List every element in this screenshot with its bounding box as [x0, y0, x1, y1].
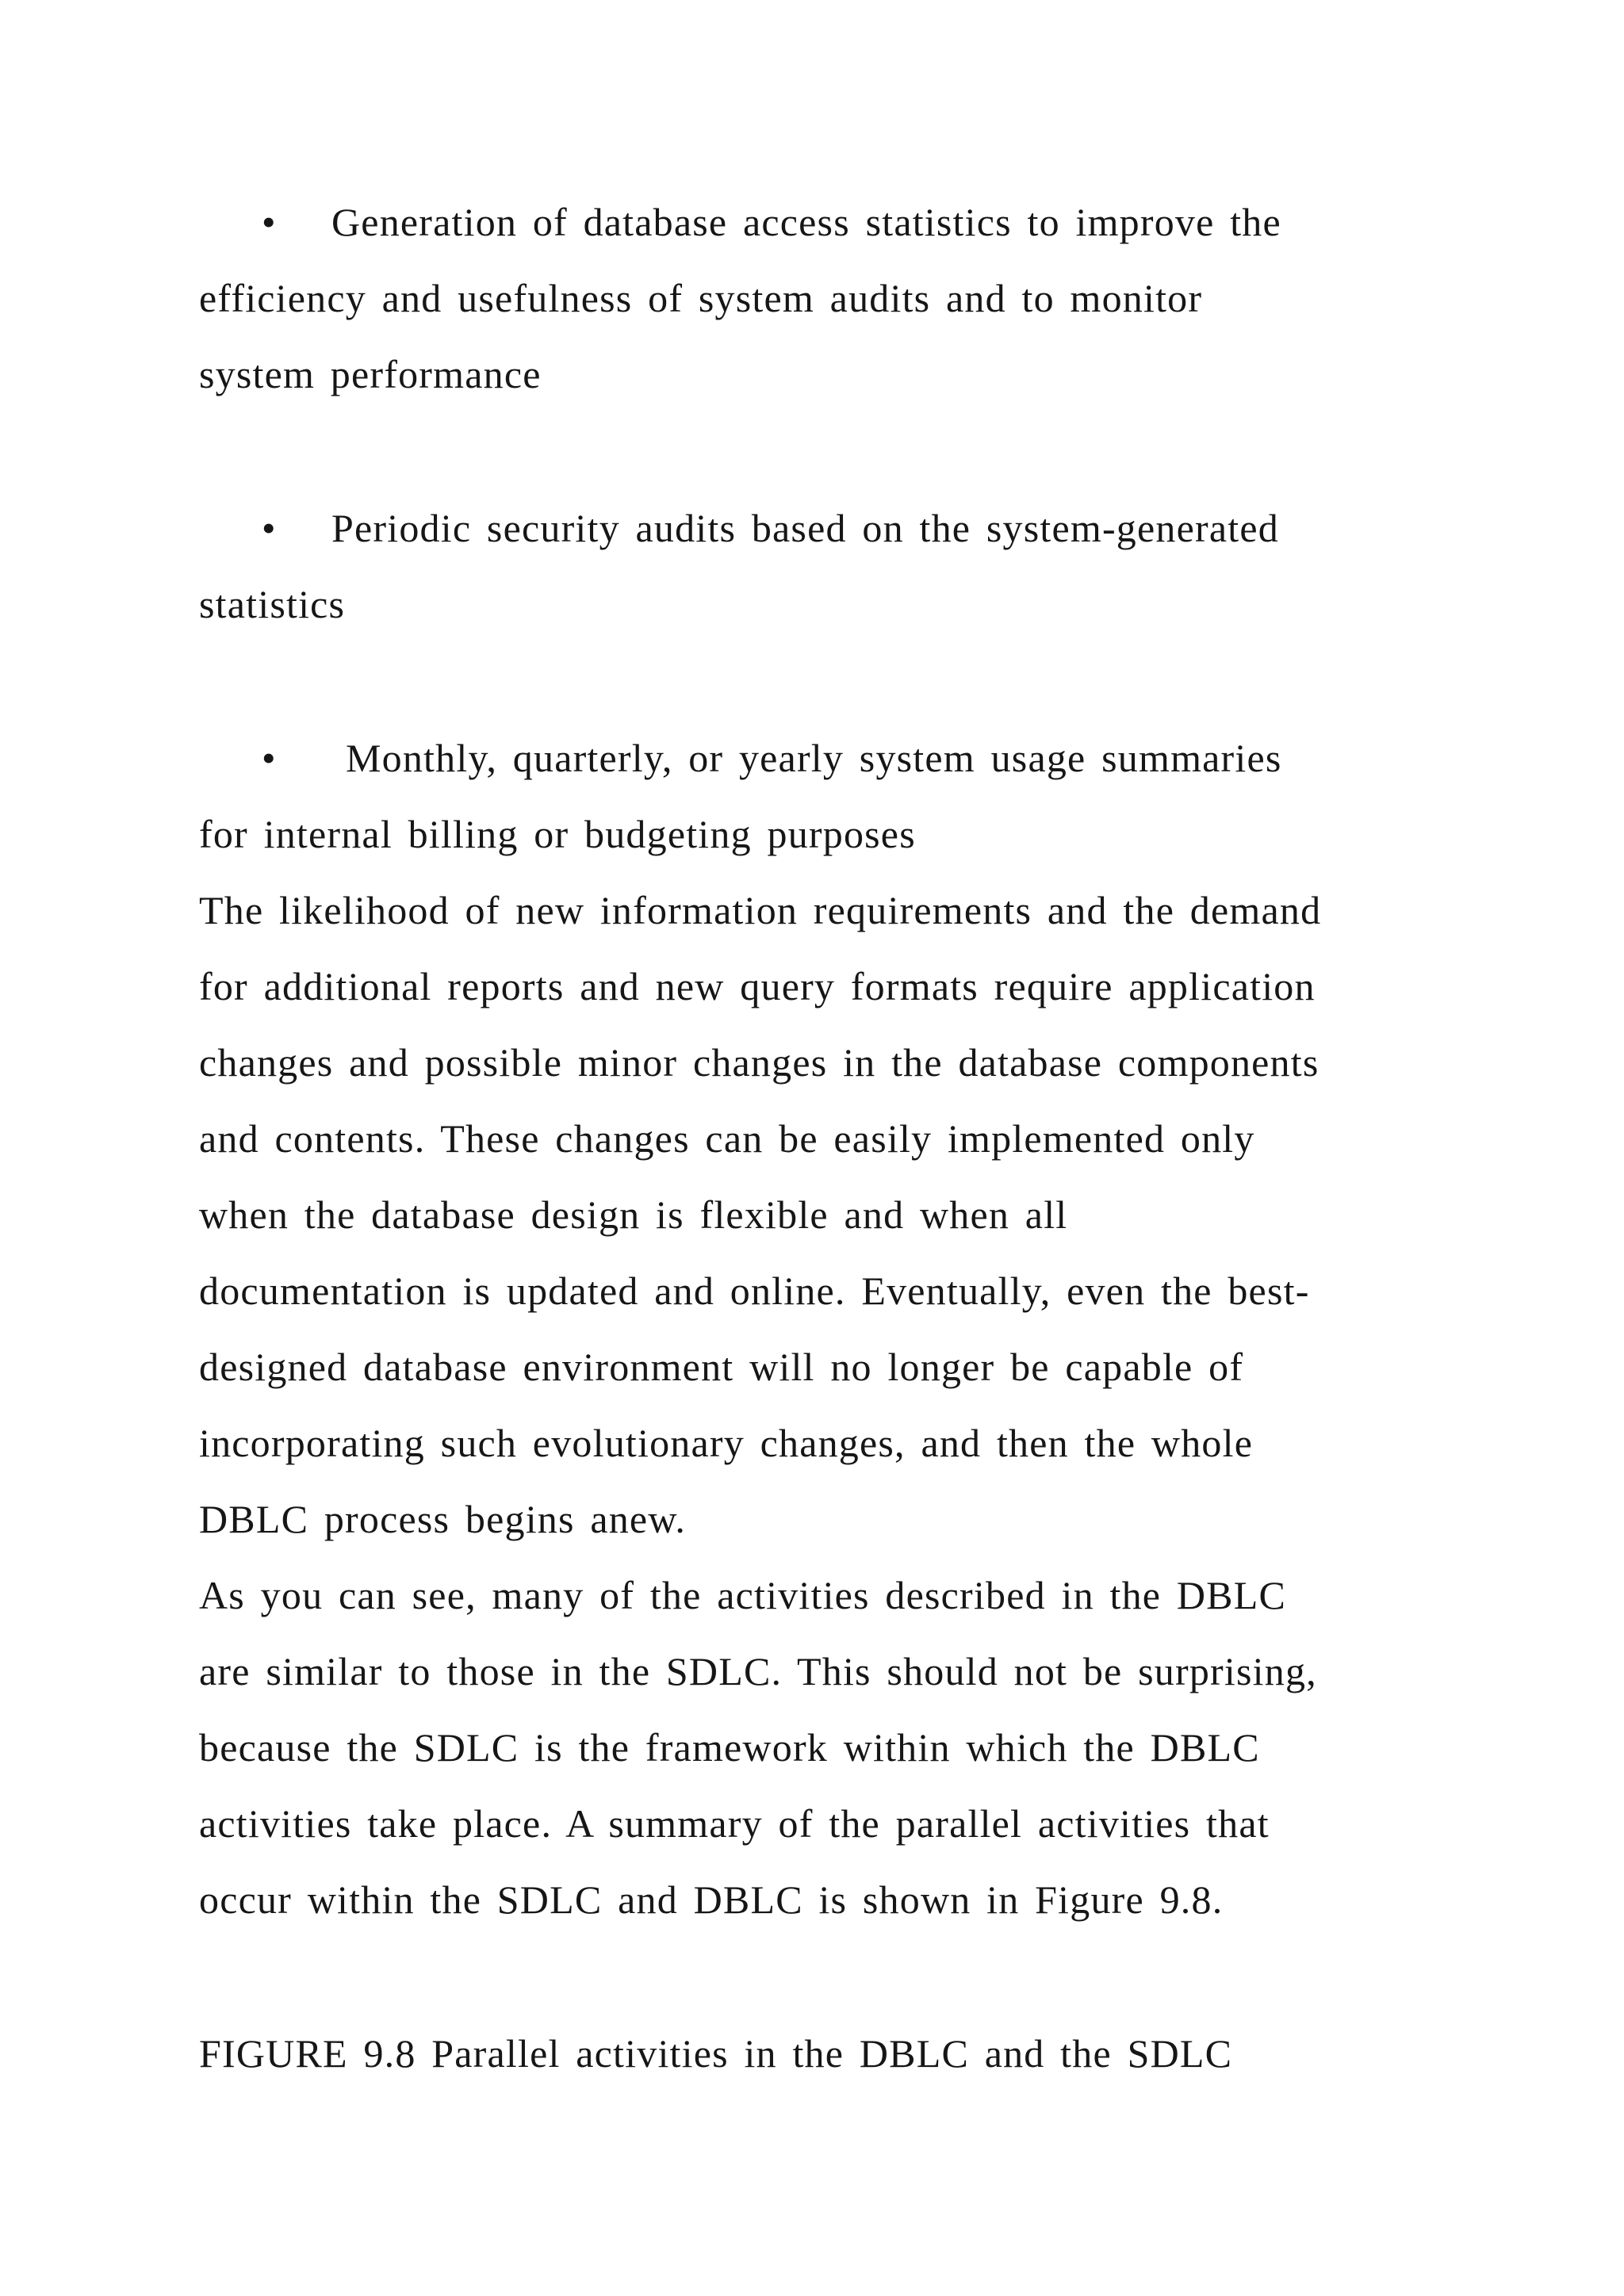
paragraph-line: when the database design is flexible and when all: [199, 1192, 1068, 1237]
paragraph-line: designed database environment will no longer be capable of: [199, 1345, 1244, 1389]
bullet-line: system performance: [199, 352, 542, 396]
bullet-line: Generation of database access statistics to improve the: [331, 200, 1281, 244]
bullet-line: Monthly, quarterly, or yearly system usage summaries: [346, 736, 1282, 780]
bullet-line: efficiency and usefulness of system audits and to monitor: [199, 276, 1203, 320]
paragraph-line: DBLC process begins anew.: [199, 1497, 687, 1541]
paragraph-line: changes and possible minor changes in the database components: [199, 1040, 1320, 1085]
paragraph-line: are similar to those in the SDLC. This should not be surprising,: [199, 1649, 1317, 1693]
paragraph-line: because the SDLC is the framework within which the DBLC: [199, 1725, 1260, 1770]
paragraph-line: and contents. These changes can be easily implemented only: [199, 1116, 1255, 1161]
bullet-line: statistics: [199, 582, 346, 626]
paragraph-line: for additional reports and new query formats require application: [199, 964, 1316, 1008]
figure-caption: FIGURE 9.8 Parallel activities in the DBLC and the SDLC: [199, 2031, 1233, 2076]
bullet-mark: •: [262, 200, 276, 244]
paragraph-line: The likelihood of new information requirements and the demand: [199, 888, 1322, 932]
paragraph-line: documentation is updated and online. Eventually, even the best-: [199, 1269, 1310, 1313]
bullet-line: for internal billing or budgeting purposes: [199, 812, 916, 856]
paragraph-line: occur within the SDLC and DBLC is shown in Figure 9.8.: [199, 1877, 1224, 1922]
bullet-line: Periodic security audits based on the system-generated: [331, 506, 1279, 550]
paragraph-line: As you can see, many of the activities described in the DBLC: [199, 1573, 1287, 1617]
paragraph-line: incorporating such evolutionary changes, and then the whole: [199, 1421, 1254, 1465]
bullet-mark: •: [262, 506, 276, 550]
paragraph-line: activities take place. A summary of the parallel activities that: [199, 1801, 1270, 1846]
bullet-mark: •: [262, 736, 276, 780]
